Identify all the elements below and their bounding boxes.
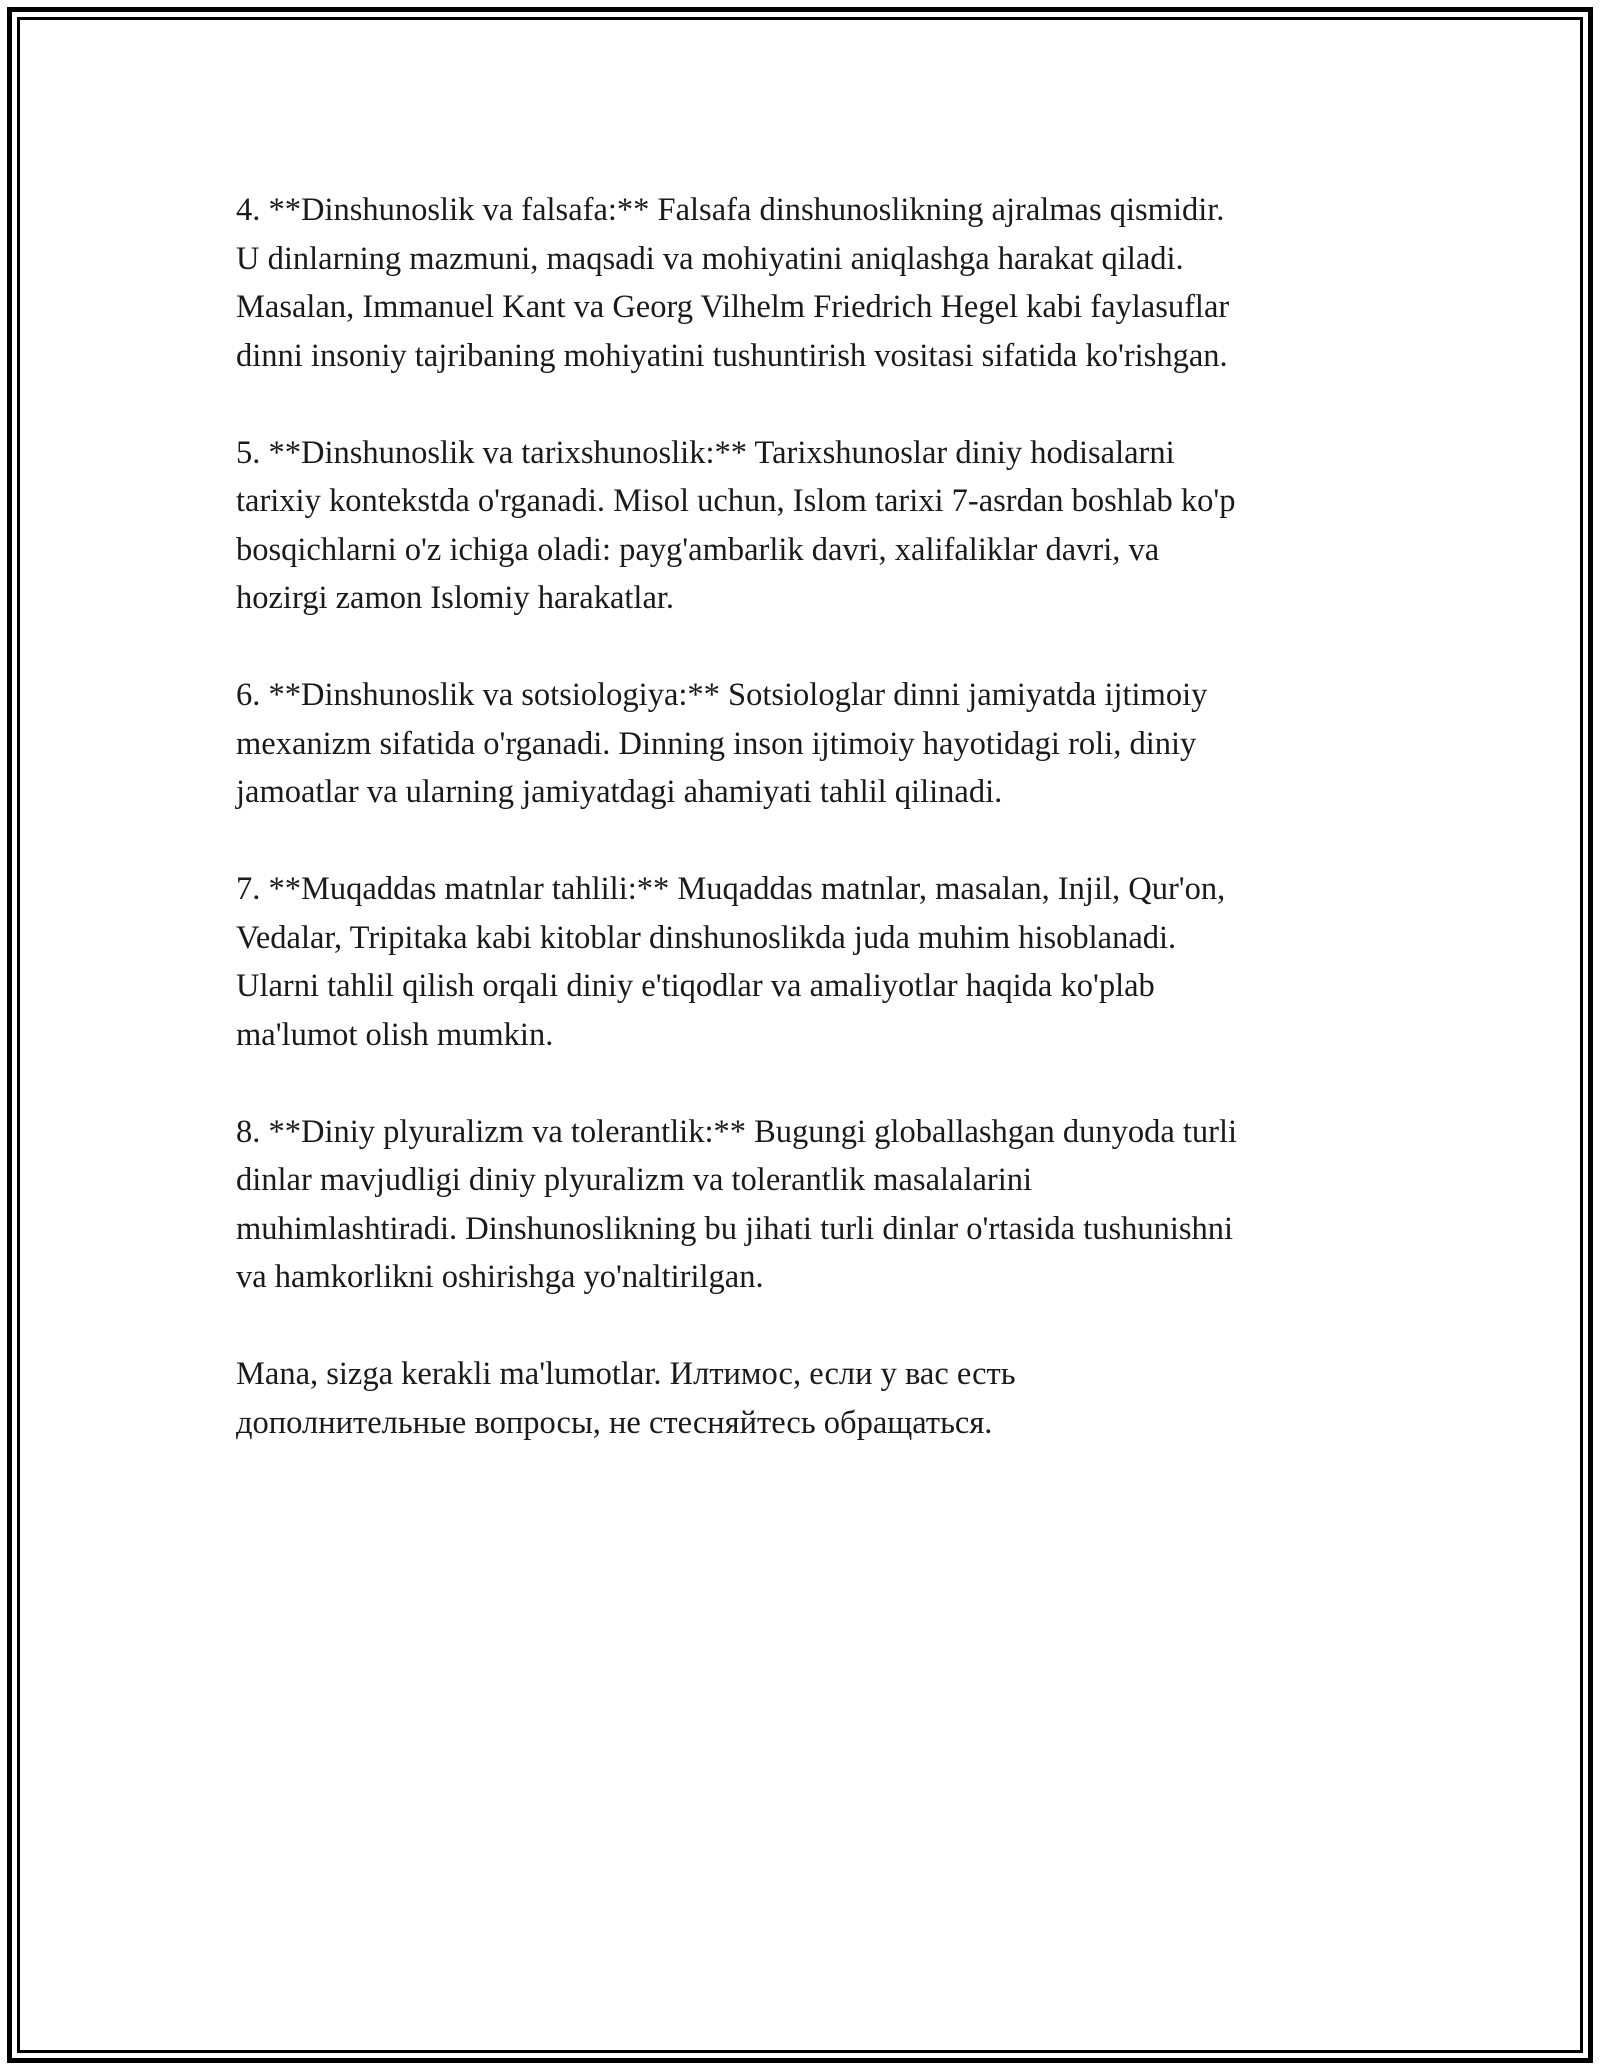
paragraph-sacred-texts: 7. **Muqaddas matnlar tahlili:** Muqaddas matnlar, masalan, Injil, Qur'on, Vedalar, Tripitaka kabi kitoblar dinshunoslikda juda muhim hisoblanadi. Ularni tahlil qilish orqali diniy e'tiqodlar va amaliyotlar haqida ko'plab ma'lumot olish mumkin. [236,871,1226,1053]
paragraph-pluralism: 8. **Diniy plyuralizm va tolerantlik:** Bugungi globallashgan dunyoda turli dinlar mavjudligi diniy plyuralizm va tolerantlik masalalarini muhimlashtiradi. Dinshunoslikning bu jihati turli dinlar o'rtasida tushunishni va hamkorlikni oshirishga yo'naltirilgan. [236,1113,1238,1295]
paragraph-closing: Mana, sizga kerakli ma'lumotlar. Илтимос, если у вас есть дополнительные вопросы, не стесняйтесь обращаться. [236,1356,1016,1441]
paragraph-sociology: 6. **Dinshunoslik va sotsiologiya:** Sotsiologlar dinni jamiyatda ijtimoiy mexanizm sifatida o'rganadi. Dinning inson ijtimoiy hayotidagi roli, diniy jamoatlar va ularning jamiyatdagi ahamiyati tahlil qilinadi. [236,677,1208,810]
document-body [236,186,1396,1447]
paragraph-historiography: 5. **Dinshunoslik va tarixshunoslik:** Tarixshunoslar diniy hodisalarni tarixiy kontekstda o'rganadi. Misol uchun, Islom tarixi 7-asrdan boshlab ko'p bosqichlarni o'z ichiga oladi: payg'ambarlik davri, xalifaliklar davri, va hozirgi zamon Islomiy harakatlar. [236,434,1236,616]
paragraph-philosophy: 4. **Dinshunoslik va falsafa:** Falsafa dinshunoslikning ajralmas qismidir. U dinlarning mazmuni, maqsadi va mohiyatini aniqlashga harakat qiladi. Masalan, Immanuel Kant va Georg Vilhelm Friedrich Hegel kabi faylasuflar dinni insoniy tajribaning mohiyatini tushuntirish vositasi sifatida ko'rishgan. [236,192,1230,374]
